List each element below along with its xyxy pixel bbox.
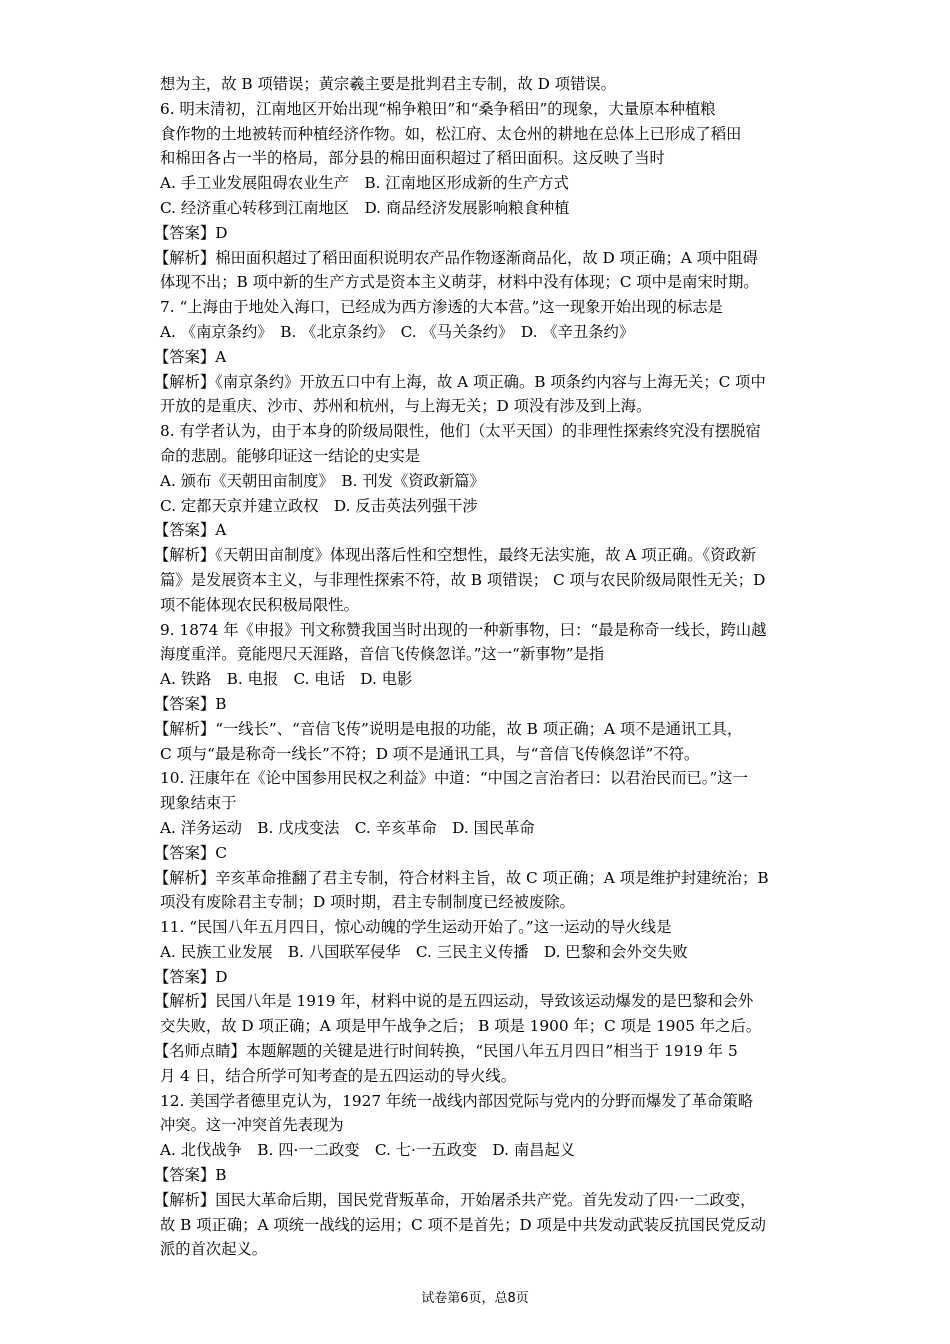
text-line: 6. 明末清初，江南地区开始出现“棉争粮田”和“桑争稻田”的现象，大量原本种植粮 <box>160 99 716 118</box>
text-line: 交失败，故 D 项正确；A 项是甲午战争之后； B 项是 1900 年；C 项是 1905 年之后。 <box>160 1017 762 1036</box>
text-line: 【解析】“一线长”、“音信飞传”说明是电报的功能，故 B 项正确；A 项不是通讯工具， <box>154 719 743 738</box>
text-line: 想为主，故 B 项错误；黄宗羲主要是批判君主专制，故 D 项错误。 <box>160 75 616 93</box>
text-line: 9. 1874 年《申报》刊文称赞我国当时出现的一种新事物，曰：“最是称奇一线长，跨山越 <box>160 620 767 639</box>
text-line: 冲突。这一冲突首先表现为 <box>160 1116 344 1135</box>
text-line: 【答案】A <box>154 521 227 540</box>
text-line: 【答案】A <box>154 347 227 366</box>
text-line: 和棉田各占一半的格局，部分县的棉田面积超过了稻田面积。这反映了当时 <box>160 149 665 168</box>
text-line: 项不能体现农民积极局限性。 <box>160 595 359 614</box>
text-line: 开放的是重庆、沙市、苏州和杭州，与上海无关；D 项没有涉及到上海。 <box>160 397 652 416</box>
text-line: 派的首次起义。 <box>160 1240 268 1259</box>
text-line: 食作物的土地被转而种植经济作物。如，松江府、太仓州的耕地在总体上已形成了稻田 <box>160 124 742 143</box>
text-line: 【答案】B <box>154 694 227 713</box>
text-line: 12. 美国学者德里克认为，1927 年统一战线内部因党际与党内的分野而爆发了革命策略 <box>160 1091 754 1110</box>
text-line: 7. “上海由于地处入海口，已经成为西方渗透的大本营。”这一现象开始出现的标志是 <box>160 298 723 317</box>
text-line: A. 《南京条约》 B. 《北京条约》 C. 《马关条约》 D. 《辛丑条约》 <box>160 322 635 341</box>
text-line: 【名师点睛】本题解题的关键是进行时间转换，“民国八年五月四日”相当于 1919 年 5 <box>154 1042 738 1061</box>
text-line: 【答案】B <box>154 1166 227 1185</box>
text-line: C. 经济重心转移到江南地区 D. 商品经济发展影响粮食种植 <box>160 198 570 217</box>
text-line: A. 铁路 B. 电报 C. 电话 D. 电影 <box>160 670 413 689</box>
text-line: 海度重洋。竟能咫尺天涯路，音信飞传倏忽详。”这一“新事物”是指 <box>160 645 605 664</box>
text-line: 月 4 日，结合所学可知考查的是五四运动的导火线。 <box>160 1066 516 1085</box>
text-line: 现象结束于 <box>160 794 237 813</box>
text-line: 篇》是发展资本主义，与非理性探索不符，故 B 项错误； C 项与农民阶级局限性无关；D <box>160 570 766 589</box>
text-line: A. 颁布《天朝田亩制度》 B. 刊发《资政新篇》 <box>160 471 485 490</box>
text-line: 【解析】国民大革命后期，国民党背叛革命，开始屠杀共产党。首先发动了四·一二政变， <box>154 1190 756 1209</box>
text-line: 项没有废除君主专制；D 项时期，君主专制制度已经被废除。 <box>160 893 575 912</box>
text-line: 故 B 项正确；A 项统一战线的运用；C 项不是首先；D 项是中共发动武装反抗国民党反动 <box>160 1215 766 1234</box>
text-line: C 项与“最是称奇一线长”不符；D 项不是通讯工具，与“音信飞传倏忽详”不符。 <box>160 744 700 763</box>
text-line: 【解析】《天朝田亩制度》体现出落后性和空想性，最终无法实施，故 A 项正确。《资政新 <box>154 546 757 565</box>
text-line: 【答案】D <box>154 223 228 242</box>
text-line: C. 定都天京并建立政权 D. 反击英法列强干涉 <box>160 496 478 515</box>
text-line: 体现不出；B 项中新的生产方式是资本主义萌芽，材料中没有体现；C 项中是南宋时期。 <box>160 273 759 292</box>
text-line: A. 手工业发展阻碍农业生产 B. 江南地区形成新的生产方式 <box>160 174 569 193</box>
text-line: A. 北伐战争 B. 四·一二政变 C. 七·一五政变 D. 南昌起义 <box>160 1141 576 1160</box>
text-line: 【解析】民国八年是 1919 年，材料中说的是五四运动，导致该运动爆发的是巴黎和会外 <box>154 992 754 1011</box>
document-body <box>154 72 800 1262</box>
text-line: 命的悲剧。能够印证这一结论的史实是 <box>160 446 421 465</box>
text-line: 10. 汪康年在《论中国参用民权之利益》中道：“中国之言治者曰：以君治民而已。”这一 <box>160 769 748 788</box>
text-line: A. 洋务运动 B. 戊戌变法 C. 辛亥革命 D. 国民革命 <box>160 818 535 837</box>
text-line: 8. 有学者认为，由于本身的阶级局限性，他们（太平天国）的非理性探索终究没有摆脱宿 <box>160 422 761 441</box>
text-line: 【答案】C <box>154 843 227 862</box>
text-line: 【解析】辛亥革命推翻了君主专制，符合材料主旨，故 C 项正确；A 项是维护封建统治；B <box>154 868 769 887</box>
text-line: 11. “民国八年五月四日，惊心动魄的学生运动开始了。”这一运动的导火线是 <box>160 918 672 937</box>
text-line: A. 民族工业发展 B. 八国联军侵华 C. 三民主义传播 D. 巴黎和会外交失败 <box>160 942 688 961</box>
page-footer: 试卷第6页，总8页 <box>421 1291 529 1306</box>
text-line: 【解析】棉田面积超过了稻田面积说明农产品作物逐渐商品化，故 D 项正确；A 项中阻碍 <box>154 248 758 267</box>
text-line: 【解析】《南京条约》开放五口中有上海，故 A 项正确。B 项条约内容与上海无关；C 项中 <box>154 372 766 391</box>
text-line: 【答案】D <box>154 967 228 986</box>
